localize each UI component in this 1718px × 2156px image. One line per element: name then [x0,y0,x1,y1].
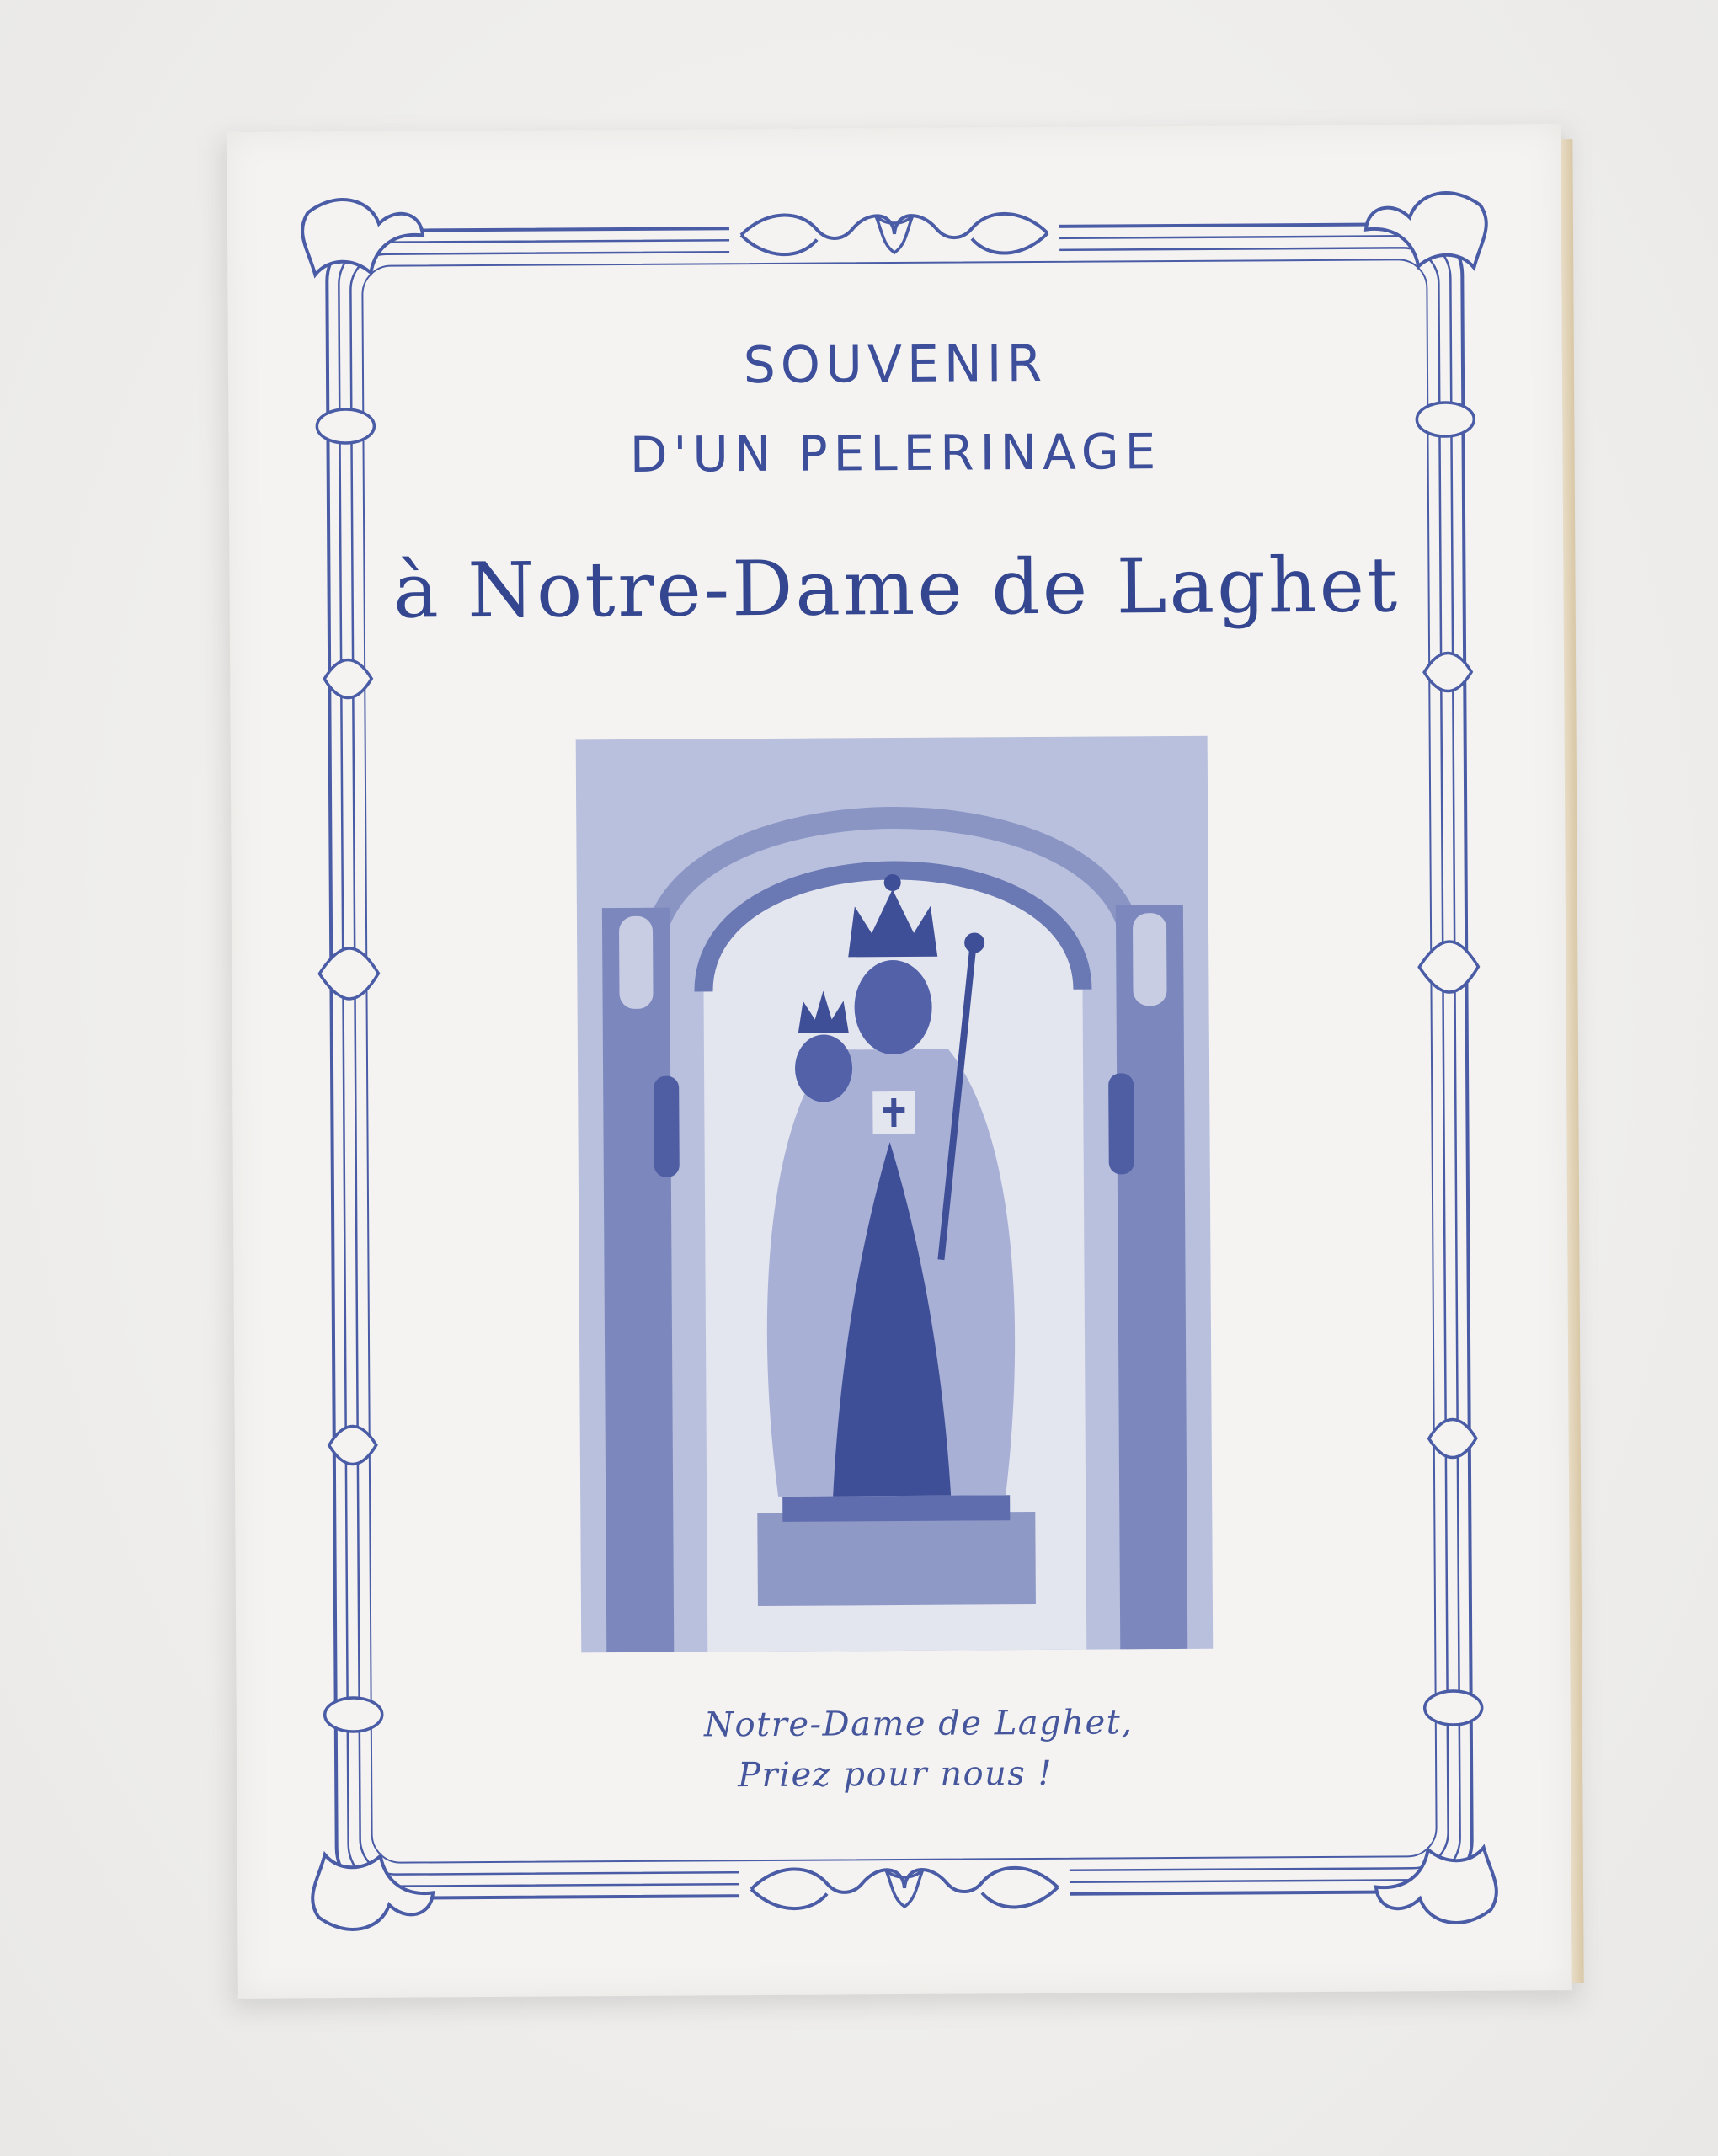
caption-line-1: Notre-Dame de Laghet, [703,1703,1134,1745]
title-pelerinage: D'UN PELERINAGE [629,423,1162,483]
caption-line-2: Priez pour nous ! [738,1753,1054,1796]
top-ornament [729,208,1059,260]
bottom-ornament [739,1862,1070,1914]
statue-illustration [576,736,1214,1653]
title-notre-dame: à Notre-Dame de Laghet [392,541,1401,636]
title-souvenir: SOUVENIR [743,334,1048,396]
pilgrimage-card [227,124,1572,1999]
madonna-statue-photo [576,736,1214,1653]
